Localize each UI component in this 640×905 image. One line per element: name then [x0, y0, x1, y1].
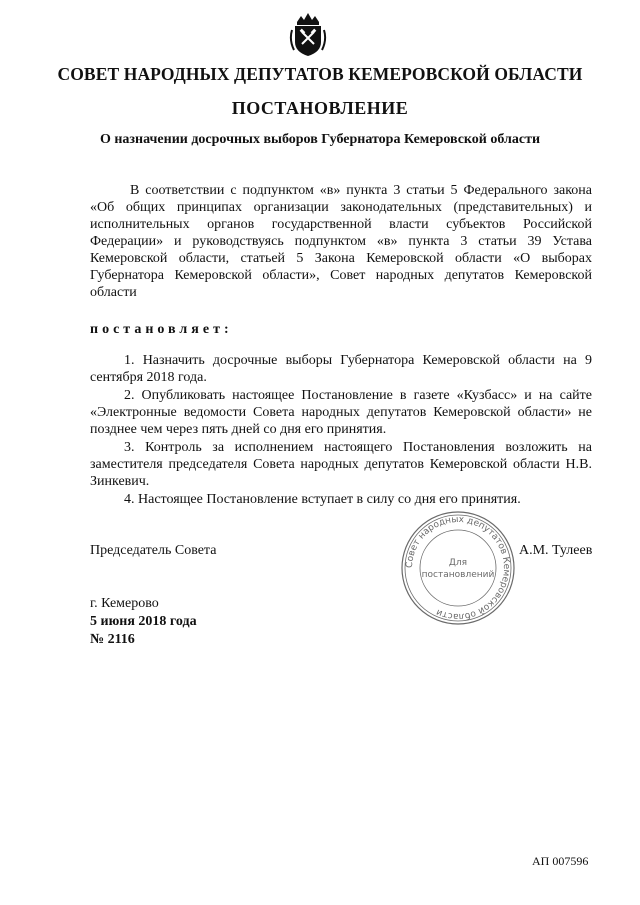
clause-1: 1. Назначить досрочные выборы Губернатора Кемеровской области на 9 сентября 2018 года. — [90, 353, 592, 385]
document-type: ПОСТАНОВЛЕНИЕ — [231, 98, 409, 118]
document-subject: О назначении досрочных выборов Губернатора Кемеровской области — [99, 132, 541, 147]
document-number: № 2116 — [90, 632, 135, 647]
clause-4: 4. Настоящее Постановление вступает в силу со дня его принятия. — [124, 492, 521, 507]
preamble-paragraph: В соответствии с подпунктом «в» пункта 3 статьи 5 Федерального закона «Об общих принципах организации законодательных (представительных) и исполнительных органов государственной власти субъектов Российской Федерации» и руководствуясь подпунктом «в» пункта 3 статьи 39 Устава Кемеровской области, статьей 5 Закона Кемеровской области «О выборах Губернатора Кемеровской области», Совет народных депутатов Кемеровской области — [90, 183, 592, 300]
organization-title: СОВЕТ НАРОДНЫХ ДЕПУТАТОВ КЕМЕРОВСКОЙ ОБЛАСТИ — [57, 64, 583, 84]
clause-2: 2. Опубликовать настоящее Постановление в газете «Кузбасс» и на сайте «Электронные ведомости Совета народных депутатов Кемеровской области» не позднее чем через пять дней со дня его принятия. — [90, 388, 592, 437]
clauses-list — [90, 352, 592, 509]
resolves-heading: постановляет: — [90, 322, 233, 337]
coat-of-arms-icon — [289, 10, 327, 58]
seal-center-line2: постановлений — [421, 570, 495, 580]
official-seal-stamp — [400, 510, 516, 626]
seal-ring-text: Совет народных депутатов Кемеровской области — [404, 514, 512, 622]
issue-date: 5 июня 2018 года — [90, 614, 197, 629]
clause-3: 3. Контроль за исполнением настоящего Постановления возложить на заместителя председателя Совета народных депутатов Кемеровской области Н.В. Зинкевич. — [90, 440, 592, 489]
signatory-name: А.М. Тулеев — [519, 543, 593, 558]
signature-label: Председатель Совета — [90, 543, 217, 558]
issue-city: г. Кемерово — [90, 596, 159, 611]
form-serial-number: АП 007596 — [532, 854, 589, 868]
seal-center-line1: Для — [448, 558, 468, 568]
